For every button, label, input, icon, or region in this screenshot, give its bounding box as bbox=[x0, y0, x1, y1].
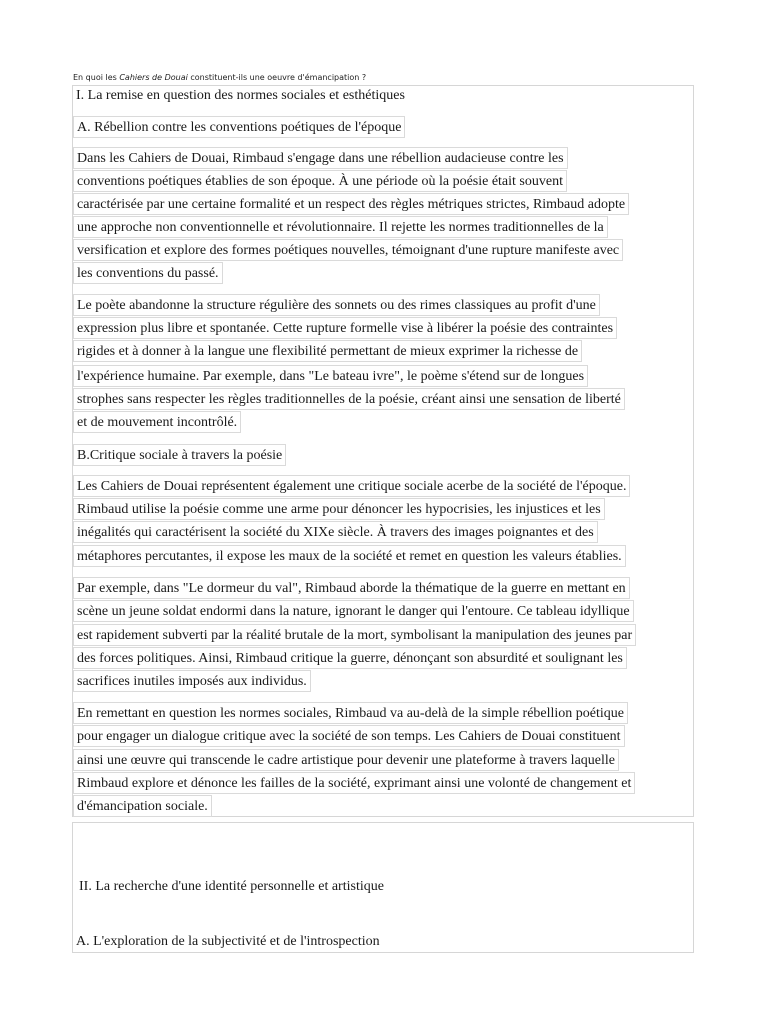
paragraph-line: expression plus libre et spontanée. Cette rupture formelle vise à libérer la poésie des contraintes bbox=[73, 317, 617, 339]
section-2-title: II. La recherche d'une identité personnelle et artistique bbox=[79, 879, 384, 894]
paragraph-line: sacrifices inutiles imposés aux individus. bbox=[73, 670, 311, 692]
paragraph-line: pour engager un dialogue critique avec la société de son temps. Les Cahiers de Douai constituent bbox=[73, 725, 625, 747]
heading-prefix: En quoi les bbox=[73, 73, 120, 82]
section-1-title: I. La remise en question des normes sociales et esthétiques bbox=[76, 88, 405, 103]
paragraph-line: scène un jeune soldat endormi dans la nature, ignorant le danger qui l'entoure. Ce tableau idyllique bbox=[73, 600, 634, 622]
paragraph-line: caractérisée par une certaine formalité et un respect des règles métriques strictes, Rimbaud adopte bbox=[73, 193, 629, 215]
paragraph-line: une approche non conventionnelle et révolutionnaire. Il rejette les normes traditionnelles de la bbox=[73, 216, 608, 238]
paragraph-line: rigides et à donner à la langue une flexibilité permettant de mieux exprimer la richesse de bbox=[73, 340, 582, 362]
paragraph-line: les conventions du passé. bbox=[73, 262, 223, 284]
paragraph-line: Par exemple, dans "Le dormeur du val", Rimbaud aborde la thématique de la guerre en mettant en bbox=[73, 577, 630, 599]
paragraph-line: Rimbaud utilise la poésie comme une arme pour dénoncer les hypocrisies, les injustices et les bbox=[73, 498, 605, 520]
subsection-1a-title: A. Rébellion contre les conventions poétiques de l'époque bbox=[73, 116, 405, 138]
paragraph-line: Les Cahiers de Douai représentent également une critique sociale acerbe de la société de l'époque. bbox=[73, 475, 630, 497]
paragraph-line: ainsi une œuvre qui transcende le cadre artistique pour devenir une plateforme à travers laquelle bbox=[73, 749, 619, 771]
paragraph-line: inégalités qui caractérisent la société du XIXe siècle. À travers des images poignantes et des bbox=[73, 521, 598, 543]
subsection-2a-title: A. L'exploration de la subjectivité et de l'introspection bbox=[76, 934, 380, 949]
paragraph-line: des forces politiques. Ainsi, Rimbaud critique la guerre, dénonçant son absurdité et soulignant les bbox=[73, 647, 627, 669]
paragraph-line: versification et explore des formes poétiques nouvelles, témoignant d'une rupture manifeste avec bbox=[73, 239, 623, 261]
paragraph-line: d'émancipation sociale. bbox=[73, 795, 212, 817]
document-heading bbox=[73, 73, 366, 82]
paragraph-line: Le poète abandonne la structure régulière des sonnets ou des rimes classiques au profit d'une bbox=[73, 294, 600, 316]
paragraph-line: Rimbaud explore et dénonce les failles de la société, exprimant ainsi une volonté de changement et bbox=[73, 772, 635, 794]
paragraph-line: conventions poétiques établies de son époque. À une période où la poésie était souvent bbox=[73, 170, 567, 192]
paragraph-line: métaphores percutantes, il expose les maux de la société et remet en question les valeurs établies. bbox=[73, 545, 626, 567]
paragraph-line: est rapidement subverti par la réalité brutale de la mort, symbolisant la manipulation des jeunes par bbox=[73, 624, 636, 646]
paragraph-line: strophes sans respecter les règles traditionnelles de la poésie, créant ainsi une sensation de liberté bbox=[73, 388, 625, 410]
paragraph-line: et de mouvement incontrôlé. bbox=[73, 411, 241, 433]
paragraph-line: En remettant en question les normes sociales, Rimbaud va au-delà de la simple rébellion poétique bbox=[73, 702, 628, 724]
heading-suffix: constituent-ils une oeuvre d'émancipation ? bbox=[187, 73, 367, 82]
subsection-1b-title: B.Critique sociale à travers la poésie bbox=[73, 444, 286, 466]
paragraph-line: l'expérience humaine. Par exemple, dans "Le bateau ivre", le poème s'étend sur de longues bbox=[73, 365, 588, 387]
heading-title-italic: Cahiers de Douai bbox=[119, 73, 188, 82]
paragraph-line: Dans les Cahiers de Douai, Rimbaud s'engage dans une rébellion audacieuse contre les bbox=[73, 147, 568, 169]
